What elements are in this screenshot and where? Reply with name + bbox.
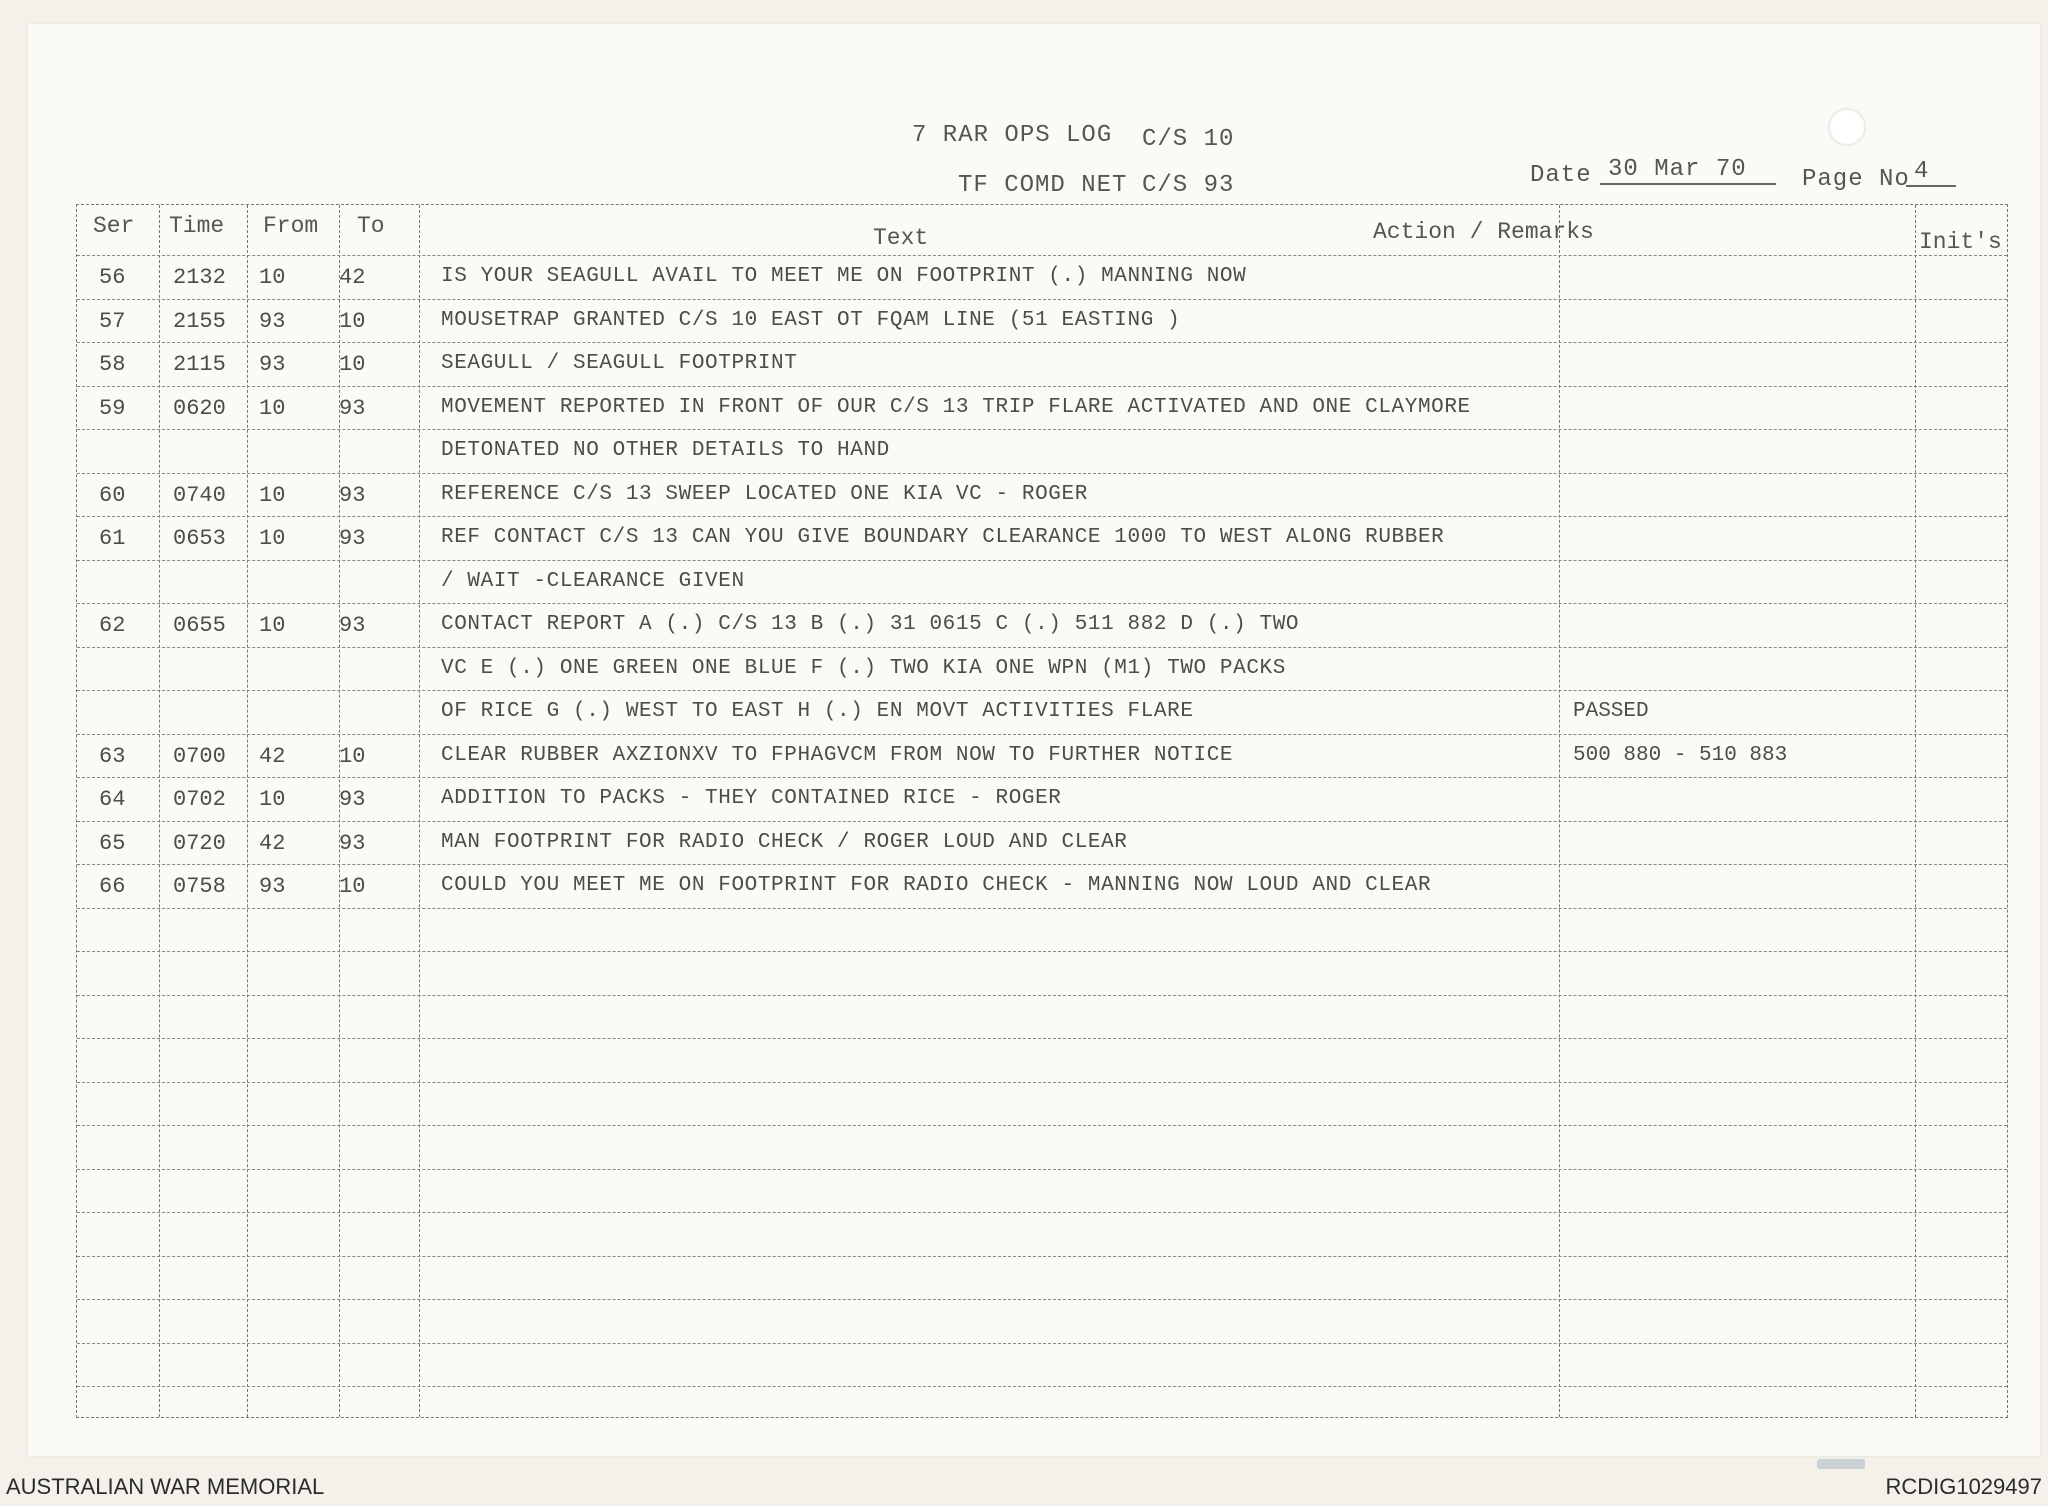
cell-text: / WAIT -CLEARANCE GIVEN	[441, 569, 745, 593]
table-row	[77, 386, 2007, 430]
cell-to: 93	[339, 526, 366, 551]
cell-to: 10	[339, 743, 366, 769]
cell-text: MAN FOOTPRINT FOR RADIO CHECK / ROGER LOUD AND CLEAR	[441, 830, 1128, 854]
cell-text: DETONATED NO OTHER DETAILS TO HAND	[441, 439, 890, 462]
cell-time: 0653	[173, 526, 226, 551]
cell-text: MOUSETRAP GRANTED C/S 10 EAST OT FQAM LINE (51 EASTING )	[441, 308, 1181, 332]
ink-mark	[1817, 1459, 1865, 1469]
table-row	[77, 864, 2007, 908]
cell-to: 42	[339, 265, 366, 290]
table-row	[77, 473, 2007, 517]
header-ser: Ser	[93, 213, 135, 239]
cell-to: 10	[339, 352, 366, 377]
footer-archive-name: AUSTRALIAN WAR MEMORIAL	[6, 1474, 325, 1499]
cell-ser: 63	[99, 743, 126, 769]
cell-ser: 62	[99, 613, 126, 638]
cell-from: 10	[259, 265, 286, 290]
table-row	[77, 690, 2007, 734]
page-value	[1906, 158, 1956, 187]
date-label: Date	[1530, 162, 1592, 189]
cell-text: REFERENCE C/S 13 SWEEP LOCATED ONE KIA VC - ROGER	[441, 482, 1088, 506]
page-value-text: 4	[1906, 158, 1956, 187]
table-row	[77, 255, 2007, 299]
cell-ser: 59	[99, 395, 126, 421]
ruled-line	[77, 1299, 2007, 1300]
cell-from: 10	[259, 613, 286, 638]
ruled-line	[77, 1169, 2007, 1170]
cell-time: 0700	[173, 743, 226, 769]
cell-to: 93	[339, 613, 366, 638]
cell-ser: 65	[99, 830, 126, 856]
ruled-line	[77, 1082, 2007, 1083]
cell-from: 42	[259, 743, 286, 769]
header-to: To	[357, 213, 385, 239]
cell-to: 93	[339, 830, 366, 856]
net-name: TF COMD NET	[958, 172, 1128, 199]
header-text: Text	[873, 225, 929, 251]
cell-action: 500 880 - 510 883	[1573, 743, 1788, 767]
cell-from: 10	[259, 526, 286, 551]
footer-reference-id: RCDIG1029497	[1885, 1474, 2042, 1499]
cell-text: COULD YOU MEET ME ON FOOTPRINT FOR RADIO CHECK - MANNING NOW LOUD AND CLEAR	[441, 874, 1432, 897]
cell-text: ADDITION TO PACKS - THEY CONTAINED RICE - ROGER	[441, 787, 1062, 810]
cell-text: REF CONTACT C/S 13 CAN YOU GIVE BOUNDARY CLEARANCE 1000 TO WEST ALONG RUBBER	[441, 526, 1445, 549]
cell-text: SEAGULL / SEAGULL FOOTPRINT	[441, 352, 798, 375]
cell-ser: 64	[99, 787, 126, 812]
punch-hole	[1828, 108, 1866, 146]
cell-from: 10	[259, 482, 286, 508]
ops-log-table	[76, 204, 2008, 1418]
table-row	[77, 821, 2007, 865]
cell-ser: 57	[99, 308, 126, 334]
ruled-line	[77, 1038, 2007, 1039]
log-title: 7 RAR OPS LOG	[912, 122, 1113, 149]
cell-text: CLEAR RUBBER AXZIONXV TO FPHAGVCM FROM NOW TO FURTHER NOTICE	[441, 743, 1234, 767]
table-row	[77, 516, 2007, 560]
header-action: Action / Remarks	[1373, 219, 1594, 245]
ruled-line	[77, 1256, 2007, 1257]
cell-action: PASSED	[1573, 700, 1649, 723]
cell-time: 0720	[173, 830, 226, 856]
cell-from: 10	[259, 395, 286, 421]
ruled-line	[77, 1212, 2007, 1213]
date-value	[1600, 156, 1776, 185]
table-row	[77, 560, 2007, 604]
cell-ser: 56	[99, 265, 126, 290]
table-row	[77, 734, 2007, 778]
cell-text: IS YOUR SEAGULL AVAIL TO MEET ME ON FOOTPRINT (.) MANNING NOW	[441, 265, 1247, 288]
cell-from: 10	[259, 787, 286, 812]
date-value-text: 30 Mar 70	[1600, 156, 1776, 185]
cell-time: 2155	[173, 308, 226, 334]
cell-text: VC E (.) ONE GREEN ONE BLUE F (.) TWO KIA ONE WPN (M1) TWO PACKS	[441, 656, 1286, 680]
cell-ser: 58	[99, 352, 126, 377]
cell-text: CONTACT REPORT A (.) C/S 13 B (.) 31 0615 C (.) 511 882 D (.) TWO	[441, 613, 1300, 636]
cell-time: 2115	[173, 352, 226, 377]
ruled-line	[77, 1343, 2007, 1344]
cell-from: 93	[259, 874, 286, 899]
ruled-line	[77, 1386, 2007, 1387]
header-time: Time	[169, 213, 225, 239]
ruled-line	[77, 1125, 2007, 1126]
cell-time: 0758	[173, 874, 226, 899]
table-row	[77, 777, 2007, 821]
ruled-line	[77, 995, 2007, 996]
cell-time: 0740	[173, 482, 226, 508]
cell-to: 10	[339, 308, 366, 334]
table-row	[77, 603, 2007, 647]
table-row	[77, 342, 2007, 386]
ruled-line	[77, 951, 2007, 952]
cell-ser: 61	[99, 526, 126, 551]
cell-text: MOVEMENT REPORTED IN FRONT OF OUR C/S 13 TRIP FLARE ACTIVATED AND ONE CLAYMORE	[441, 395, 1471, 419]
callsign-secondary: C/S 93	[1142, 172, 1235, 199]
cell-to: 93	[339, 482, 366, 508]
table-row	[77, 647, 2007, 691]
callsign-primary: C/S 10	[1142, 126, 1235, 153]
cell-to: 93	[339, 395, 366, 421]
cell-to: 93	[339, 787, 366, 812]
cell-time: 0655	[173, 613, 226, 638]
cell-to: 10	[339, 874, 366, 899]
cell-from: 42	[259, 830, 286, 856]
cell-time: 0702	[173, 787, 226, 812]
cell-time: 2132	[173, 265, 226, 290]
cell-from: 93	[259, 308, 286, 334]
page-label: Page No	[1802, 166, 1910, 193]
table-row	[77, 299, 2007, 343]
cell-ser: 66	[99, 874, 126, 899]
cell-time: 0620	[173, 395, 226, 421]
cell-from: 93	[259, 352, 286, 377]
header-inits: Init's	[1919, 229, 2002, 255]
cell-text: OF RICE G (.) WEST TO EAST H (.) EN MOVT ACTIVITIES FLARE	[441, 700, 1194, 723]
cell-ser: 60	[99, 482, 126, 508]
table-row	[77, 429, 2007, 473]
header-from: From	[263, 213, 319, 239]
